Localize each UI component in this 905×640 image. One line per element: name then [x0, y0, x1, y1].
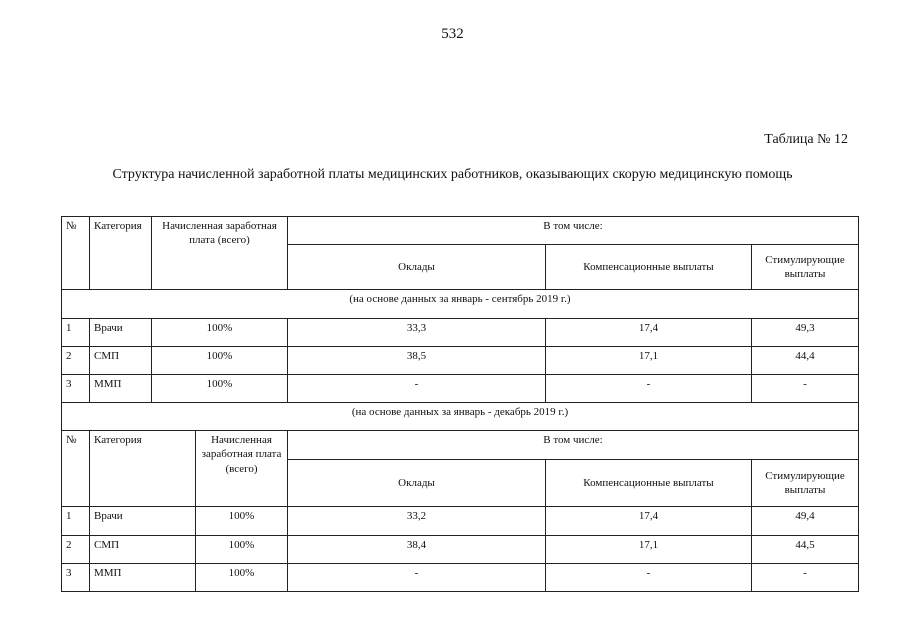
row-category: Врачи: [90, 507, 196, 536]
table-row: [62, 536, 859, 564]
document-title: Структура начисленной заработной платы медицинских работников, оказывающих скорую медицинскую помощь: [112, 167, 793, 182]
row-total: 100%: [196, 536, 288, 564]
row-incentive: 44,5: [752, 536, 859, 564]
header-salary: Оклады: [288, 460, 546, 507]
header-total: Начисленная заработная плата (всего): [152, 217, 288, 290]
salary-structure-table-part1: [61, 216, 859, 431]
header-total: Начисленная заработная плата (всего): [196, 431, 288, 507]
page-number: 532: [441, 26, 464, 42]
header-compensation: Компенсационные выплаты: [546, 460, 752, 507]
row-category: ММП: [90, 375, 152, 403]
header-category: Категория: [90, 217, 152, 290]
header-incentive: Стимулирующие выплаты: [752, 245, 859, 290]
table-row: [62, 319, 859, 347]
row-num: 1: [62, 319, 90, 347]
row-incentive: 49,4: [752, 507, 859, 536]
row-incentive: 44,4: [752, 347, 859, 375]
row-salary: -: [288, 564, 546, 592]
row-salary: 33,2: [288, 507, 546, 536]
row-total: 100%: [152, 319, 288, 347]
table-label: Таблица № 12: [764, 132, 848, 147]
row-incentive: -: [752, 564, 859, 592]
table-row: [62, 347, 859, 375]
table-row: [62, 507, 859, 536]
table-row: [62, 375, 859, 403]
row-compensation: -: [546, 375, 752, 403]
row-compensation: -: [546, 564, 752, 592]
row-category: СМП: [90, 347, 152, 375]
header-category: Категория: [90, 431, 196, 507]
row-total: 100%: [152, 347, 288, 375]
row-total: 100%: [196, 507, 288, 536]
header-num: №: [62, 431, 90, 507]
row-category: Врачи: [90, 319, 152, 347]
row-num: 1: [62, 507, 90, 536]
header-num: №: [62, 217, 90, 290]
row-num: 3: [62, 564, 90, 592]
header-including: В том числе:: [288, 431, 859, 460]
row-compensation: 17,1: [546, 347, 752, 375]
row-num: 2: [62, 347, 90, 375]
row-incentive: -: [752, 375, 859, 403]
row-category: СМП: [90, 536, 196, 564]
header-including: В том числе:: [288, 217, 859, 245]
row-total: 100%: [196, 564, 288, 592]
row-salary: 38,4: [288, 536, 546, 564]
row-category: ММП: [90, 564, 196, 592]
row-salary: -: [288, 375, 546, 403]
row-num: 3: [62, 375, 90, 403]
period2-caption: (на основе данных за январь - декабрь 2019 г.): [62, 403, 859, 431]
period1-caption: (на основе данных за январь - сентябрь 2019 г.): [62, 290, 859, 319]
row-compensation: 17,1: [546, 536, 752, 564]
row-compensation: 17,4: [546, 319, 752, 347]
row-incentive: 49,3: [752, 319, 859, 347]
header-salary: Оклады: [288, 245, 546, 290]
salary-structure-table-part2: [61, 430, 859, 592]
row-num: 2: [62, 536, 90, 564]
row-salary: 33,3: [288, 319, 546, 347]
table-row: [62, 564, 859, 592]
row-total: 100%: [152, 375, 288, 403]
row-salary: 38,5: [288, 347, 546, 375]
header-compensation: Компенсационные выплаты: [546, 245, 752, 290]
row-compensation: 17,4: [546, 507, 752, 536]
header-incentive: Стимулирующие выплаты: [752, 460, 859, 507]
